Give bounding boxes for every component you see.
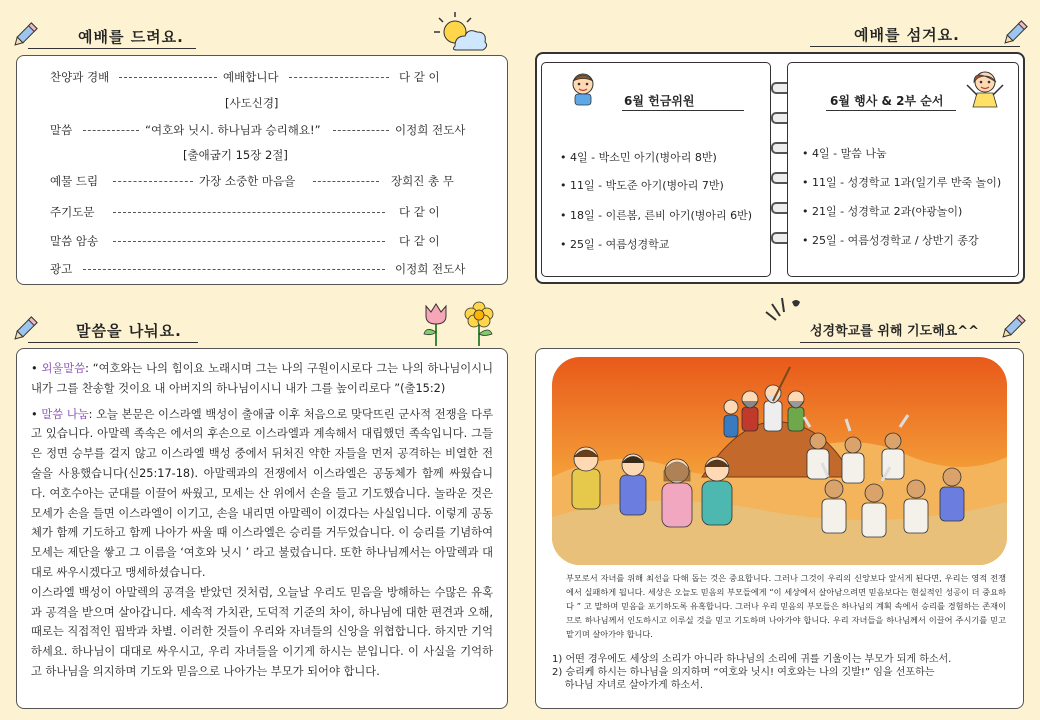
list-item: • 11일 - 박도준 아기(병아리 7반) <box>560 179 724 192</box>
prayer-header <box>800 316 1020 343</box>
order-row-leader: 이정희 전도사 <box>395 262 466 276</box>
dash-line <box>83 130 139 131</box>
worship-title: 예배를 드려요. <box>78 28 184 46</box>
dash-line <box>289 77 389 78</box>
order-row-label: 예물 드림 <box>50 174 99 188</box>
list-item-text: 11일 - 박도준 아기(병아리 7반) <box>570 179 724 192</box>
prayer-point: 2) 승리케 하시는 하나님을 의지하며 “여호와 닛시! 여호와는 나의 깃발!” 임을 선포하는 <box>552 667 935 678</box>
word-header <box>28 316 198 343</box>
list-item: • 11일 - 성경학교 1과(일기루 반죽 놀이) <box>802 176 1002 189</box>
order-row-label: 찬양과 경배 <box>50 70 110 84</box>
events-title: 6월 행사 & 2부 순서 <box>830 94 944 108</box>
girl-avatar-icon <box>964 67 1006 111</box>
order-row-sub: [사도신경] <box>225 96 279 110</box>
order-row-label: 광고 <box>50 262 73 276</box>
dash-line <box>113 212 385 213</box>
order-row-label: 주기도문 <box>50 205 95 219</box>
tulip-icon <box>420 300 452 346</box>
list-item-text: 18일 - 이른봄, 른비 아기(병아리 6반) <box>570 209 753 222</box>
sharing-text: : 오늘 본문은 이스라엘 백성이 출애굽 이후 처음으로 맞닥뜨린 군사적 전쟁을 다루고 있습니다. 아말렉 족속은 에서의 후손으로 이스라엘과 계속해서 대립했던 족속입니다. 그들은 정면 승부를 걸지 않고 이스라엘 백성 중에서 뒤처진 약한 자들을 먼저 공격하는 비열한 전술을 사용했습니다(신25:17-18). 아말렉과의 전쟁에서 이스라엘은 공동체가 함께 싸웠습니다. 여호수아는 군대를 이끌어 싸웠고, 모세는 산 위에서 손을 들고 기도했습니다. 놀라운 것은 모세가 손을 들면 이스라엘이 이기고, 손을 내리면 아말렉이 이겼다는 사실입니다. 이렇게 공동체가 함께 기도하고 함께 나아가 싸울 때 이스라엘은 승리를 거두었습니다. 이 승리를 기념하여 모세는 제단을 쌓고 그 이름을 ‘여호와 닛시 ’ 라고 불렀습니다. 또한 하나님께서는 아말렉과 대대로 싸우시겠다고 맹세하셨습니다. <box>31 407 493 579</box>
order-row-middle: 예배합니다 <box>223 70 279 84</box>
dash-line <box>119 77 217 78</box>
flower-icon <box>462 300 496 346</box>
pencil-icon <box>10 314 40 344</box>
serve-header <box>810 20 1020 47</box>
title-underline <box>826 110 956 111</box>
list-item: • 4일 - 박소민 아기(병아리 8반) <box>560 151 717 164</box>
sun-cloud-icon <box>425 8 490 56</box>
dash-line <box>113 241 385 242</box>
word-title: 말씀을 나눠요. <box>76 322 182 340</box>
sharing-label: 말씀 나눔 <box>41 407 89 421</box>
prayer-point: 하나님 자녀로 살아가게 하소서. <box>552 680 704 691</box>
offering-page <box>541 62 771 277</box>
order-row-leader: 다 같 이 <box>399 70 440 84</box>
title-underline <box>622 110 744 111</box>
order-row-middle: 가장 소중한 마음을 <box>199 174 296 188</box>
list-item-text: 21일 - 성경학교 2과(야광놀이) <box>812 205 963 218</box>
list-item: • 18일 - 이른봄, 른비 아기(병아리 6반) <box>560 209 753 222</box>
list-item: • 21일 - 성경학교 2과(야광놀이) <box>802 205 963 218</box>
order-row-label: 말씀 암송 <box>50 234 99 248</box>
memory-text: : “여호와는 나의 힘이요 노래시며 그는 나의 구원이시로다 그는 나의 하나님이시니 내가 그를 찬송할 것이요 내 아버지의 하나님이시니 내가 그를 높이리로다 ”(출15:2) <box>31 362 493 395</box>
list-item-text: 11일 - 성경학교 1과(일기루 반죽 놀이) <box>812 176 1002 189</box>
list-item: • 4일 - 말씀 나눔 <box>802 147 887 160</box>
list-item: • 25일 - 여름성경학교 / 상반기 종강 <box>802 234 979 247</box>
prayer-body: 부모로서 자녀를 위해 최선을 다해 돕는 것은 중요합니다. 그러나 그것이 우리의 신앙보다 앞서게 된다면, 우리는 영적 전쟁에서 실패하게 됩니다. 세상은 오늘도 믿음의 부모들에게 “이 세상에서 살아남으려면 믿음보다는 현실적인 성공이 더 중요하다 ” 고 말하며 믿음을 포기하도록 유혹합니다. 그러나 우리 믿음의 부모들은 하나님의 계획 속에서 승리를 경험하는 존재이므로 하나님께서 인도하시고 이루실 것을 믿고 기도하며 나아가야 합니다. 우리 자녀들을 하나님께서 이끌어 주시기를 믿고 맡기며 살아가야 합니다. <box>566 573 1006 639</box>
pencil-icon <box>998 312 1028 342</box>
order-row-leader: 장희진 총 무 <box>391 174 454 188</box>
order-row-label: 말씀 <box>50 123 73 137</box>
list-item: • 25일 - 여름성경학교 <box>560 238 670 251</box>
order-row-sub: [출애굽기 15장 2절] <box>183 148 288 162</box>
meditation-panel <box>16 348 508 709</box>
list-item-text: 4일 - 말씀 나눔 <box>812 147 887 160</box>
dash-line <box>113 181 193 182</box>
memory-label: 외울말씀 <box>41 362 86 375</box>
order-row-leader: 이정희 전도사 <box>395 123 466 137</box>
memory-verse: • 외울말씀: “여호와는 나의 힘이요 노래시며 그는 나의 구원이시로다 그는 나의 하나님이시니 내가 그를 찬송할 것이요 내 아버지의 하나님이시니 내가 그를 높이리로다 ”(출15:2) <box>31 362 493 395</box>
moses-battle-illustration <box>552 357 1007 565</box>
notebook-panel <box>535 52 1025 284</box>
worship-order-panel <box>16 55 508 285</box>
list-item-text: 25일 - 여름성경학교 <box>570 238 670 251</box>
dash-line <box>333 130 389 131</box>
order-row-middle: “여호와 닛시. 하나님과 승리해요!” <box>145 123 321 137</box>
pencil-icon <box>10 20 40 50</box>
boy-avatar-icon <box>564 69 602 107</box>
sermon-sharing: • 말씀 나눔: 오늘 본문은 이스라엘 백성이 출애굽 이후 처음으로 맞닥뜨린 군사적 전쟁을 다루고 있습니다. 아말렉 족속은 에서의 후손으로 이스라엘과 계속해서 대립했던 족속입니다. 그들은 정면 승부를 걸지 않고 이스라엘 백성 중에서 뒤처진 약한 자들을 먼저 공격하는 비열한 전술을 사용했습니다(신25:17-18). 아말렉과의 전쟁에서 이스라엘은 공동체가 함께 싸웠습니다. 여호수아는 군대를 이끌어 싸웠고, 모세는 산 위에서 손을 들고 기도했습니다. 놀라운 것은 모세가 손을 들면 이스라엘이 이기고, 손을 내리면 아말렉이 이겼다는 사실입니다. 이렇게 공동체가 함께 기도하고 함께 나아가 싸울 때 이스라엘은 승리를 거두었습니다. 이 승리를 기념하여 모세는 제단을 쌓고 그 이름을 ‘여호와 닛시 ’ 라고 불렀습니다. 또한 하나님께서는 아말렉과 대대로 싸우시겠다고 맹세하셨습니다. <box>31 407 493 579</box>
order-row-leader: 다 같 이 <box>399 205 440 219</box>
dash-line <box>83 269 385 270</box>
dash-line <box>313 181 379 182</box>
list-item-text: 25일 - 여름성경학교 / 상반기 종강 <box>812 234 979 247</box>
order-row-leader: 다 같 이 <box>399 234 440 248</box>
offering-title: 6월 헌금위원 <box>624 94 695 108</box>
worship-header <box>28 22 196 49</box>
pencil-icon <box>1000 18 1030 48</box>
prayer-point: 1) 어떤 경우에도 세상의 소리가 아니라 하나님의 소리에 귀를 기울이는 부모가 되게 하소서. <box>552 654 952 665</box>
events-page <box>787 62 1019 277</box>
prayer-points <box>552 653 1012 692</box>
prayer-title: 성경학교를 위해 기도해요^^ <box>810 324 979 339</box>
sharing-text-2: 이스라엘 백성이 아말렉의 공격을 받았던 것처럼, 오늘날 우리도 믿음을 방해하는 수많은 유혹과 공격을 받으며 살아갑니다. 세속적 가치관, 도덕적 기준의 차이, 하나님에 대한 편견과 오해, 때로는 직접적인 핍박과 차별. 이러한 것들이 우리와 자녀들의 신앙을 위협합니다. 하지만 기억하세요. 하나님이 대대로 싸우시고, 우리 자녀들을 이기게 하시는 분입니다. 이 사실을 기억하고 하나님을 의지하며 기도와 믿음으로 나아가는 부모가 되어야 합니다. <box>31 585 493 678</box>
list-item-text: 4일 - 박소민 아기(병아리 8반) <box>570 151 717 164</box>
serve-title: 예배를 섬겨요. <box>854 26 960 44</box>
